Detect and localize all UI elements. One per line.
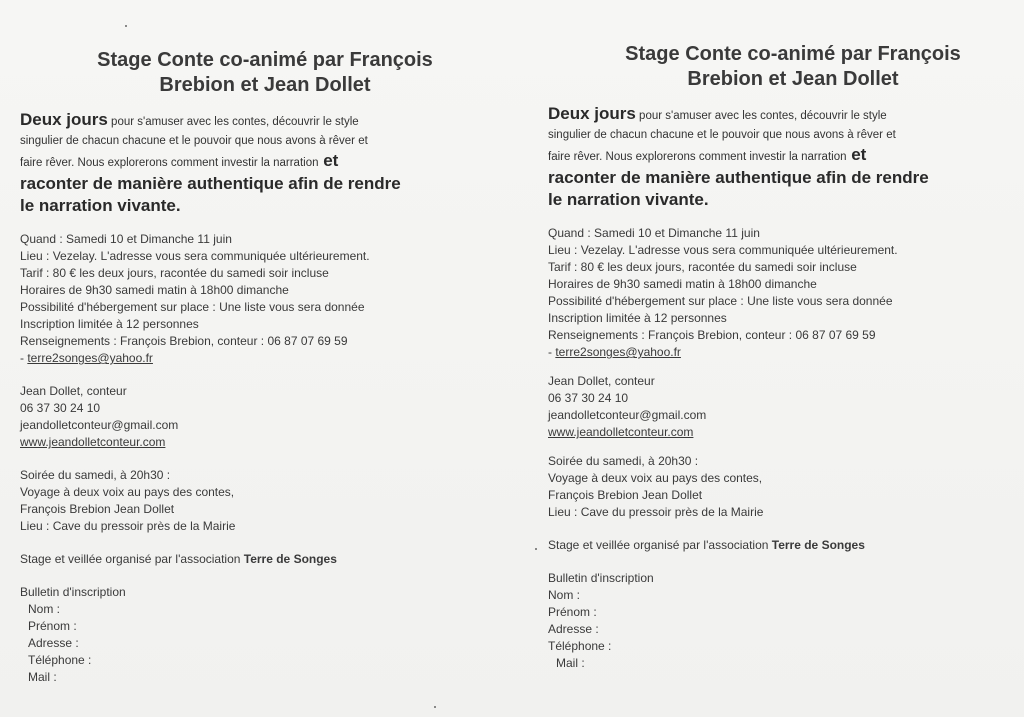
hebergement-line: Possibilité d'hébergement sur place : Une liste vous sera donnée <box>20 300 365 314</box>
flyer-title <box>20 48 510 98</box>
soiree-title: Soirée du samedi, à 20h30 : <box>548 454 699 468</box>
title-line-1: Stage Conte co-animé par François <box>625 43 961 65</box>
organise-prefix: Stage et veillée organisé par l'association <box>20 552 244 566</box>
info-block <box>548 225 1024 672</box>
email-link-brebion[interactable]: terre2songes@yahoo.fr <box>555 345 681 359</box>
dollet-phone: 06 37 30 24 10 <box>548 391 629 405</box>
intro-paragraph <box>20 110 510 217</box>
soiree-title: Soirée du samedi, à 20h30 : <box>20 468 171 482</box>
quand-line: Quand : Samedi 10 et Dimanche 11 juin <box>20 232 232 246</box>
dollet-name: Jean Dollet, conteur <box>20 384 127 398</box>
horaires-line: Horaires de 9h30 samedi matin à 18h00 dimanche <box>20 283 289 297</box>
renseignements-line: Renseignements : François Brebion, conteur : 06 87 07 69 59 <box>20 334 348 348</box>
soiree-line-1: Voyage à deux voix au pays des contes, <box>20 485 235 499</box>
title-line-2: Brebion et Jean Dollet <box>687 68 899 90</box>
intro-text-3: faire rêver. Nous explorerons comment investir la narration <box>20 157 319 169</box>
form-label-nom: Nom : <box>28 602 61 616</box>
soiree-line-1: Voyage à deux voix au pays des contes, <box>548 471 763 485</box>
flyer-right <box>548 0 1024 672</box>
tarif-line: Tarif : 80 € les deux jours, racontée du samedi soir incluse <box>20 266 329 280</box>
intro-et: et <box>846 145 867 164</box>
form-label-adresse: Adresse : <box>548 622 599 636</box>
email-link-brebion[interactable]: terre2songes@yahoo.fr <box>27 351 153 365</box>
intro-text-1: pour s'amuser avec les contes, découvrir le style <box>107 116 359 128</box>
scan-speck <box>434 706 436 708</box>
dollet-website-link[interactable]: www.jeandolletconteur.com <box>548 425 694 439</box>
quand-line: Quand : Samedi 10 et Dimanche 11 juin <box>548 226 760 240</box>
organise-prefix: Stage et veillée organisé par l'association <box>548 538 772 552</box>
intro-bold-3: le narration vivante. <box>20 196 181 215</box>
email-prefix: - <box>20 351 28 365</box>
lieu-line: Lieu : Vezelay. L'adresse vous sera communiquée ultérieurement. <box>20 249 370 263</box>
soiree-line-2: François Brebion Jean Dollet <box>20 502 175 516</box>
info-block <box>20 231 510 686</box>
dollet-name: Jean Dollet, conteur <box>548 374 655 388</box>
bulletin-title: Bulletin d'inscription <box>20 585 126 599</box>
dollet-website-link[interactable]: www.jeandolletconteur.com <box>20 435 166 449</box>
intro-lead: Deux jours <box>20 110 108 129</box>
form-label-prenom: Prénom : <box>548 605 597 619</box>
renseignements-line: Renseignements : François Brebion, conteur : 06 87 07 69 59 <box>548 328 876 342</box>
intro-bold-2: raconter de manière authentique afin de rendre <box>548 168 929 187</box>
scan-speck <box>535 548 537 550</box>
inscription-line: Inscription limitée à 12 personnes <box>548 311 727 325</box>
form-label-telephone: Téléphone : <box>28 653 92 667</box>
intro-et: et <box>318 151 339 170</box>
intro-text-1: pour s'amuser avec les contes, découvrir le style <box>635 110 887 122</box>
form-label-prenom: Prénom : <box>28 619 77 633</box>
horaires-line: Horaires de 9h30 samedi matin à 18h00 dimanche <box>548 277 817 291</box>
dollet-phone: 06 37 30 24 10 <box>20 401 101 415</box>
intro-paragraph <box>548 104 1024 211</box>
form-label-mail: Mail : <box>556 656 585 670</box>
lieu-line: Lieu : Vezelay. L'adresse vous sera communiquée ultérieurement. <box>548 243 898 257</box>
soiree-lieu: Lieu : Cave du pressoir près de la Mairie <box>20 519 236 533</box>
form-label-adresse: Adresse : <box>28 636 79 650</box>
flyer-title <box>548 42 1024 92</box>
intro-text-2: singulier de chacun chacune et le pouvoir que nous avons à rêver et <box>548 129 896 141</box>
inscription-line: Inscription limitée à 12 personnes <box>20 317 199 331</box>
form-label-mail: Mail : <box>28 670 57 684</box>
form-label-nom: Nom : <box>548 588 581 602</box>
bulletin-title: Bulletin d'inscription <box>548 571 654 585</box>
scan-speck <box>125 25 127 27</box>
form-label-telephone: Téléphone : <box>548 639 612 653</box>
title-line-1: Stage Conte co-animé par François <box>97 49 433 71</box>
flyer-left <box>20 0 510 686</box>
title-line-2: Brebion et Jean Dollet <box>159 74 371 96</box>
tarif-line: Tarif : 80 € les deux jours, racontée du samedi soir incluse <box>548 260 857 274</box>
intro-text-3: faire rêver. Nous explorerons comment investir la narration <box>548 151 847 163</box>
intro-bold-3: le narration vivante. <box>548 190 709 209</box>
intro-text-2: singulier de chacun chacune et le pouvoir que nous avons à rêver et <box>20 135 368 147</box>
intro-lead: Deux jours <box>548 104 636 123</box>
soiree-line-2: François Brebion Jean Dollet <box>548 488 703 502</box>
hebergement-line: Possibilité d'hébergement sur place : Une liste vous sera donnée <box>548 294 893 308</box>
dollet-email[interactable]: jeandolletconteur@gmail.com <box>20 418 179 432</box>
organise-assoc: Terre de Songes <box>243 552 337 566</box>
email-prefix: - <box>548 345 556 359</box>
soiree-lieu: Lieu : Cave du pressoir près de la Mairie <box>548 505 764 519</box>
organise-assoc: Terre de Songes <box>771 538 865 552</box>
dollet-email[interactable]: jeandolletconteur@gmail.com <box>548 408 707 422</box>
intro-bold-2: raconter de manière authentique afin de rendre <box>20 174 401 193</box>
